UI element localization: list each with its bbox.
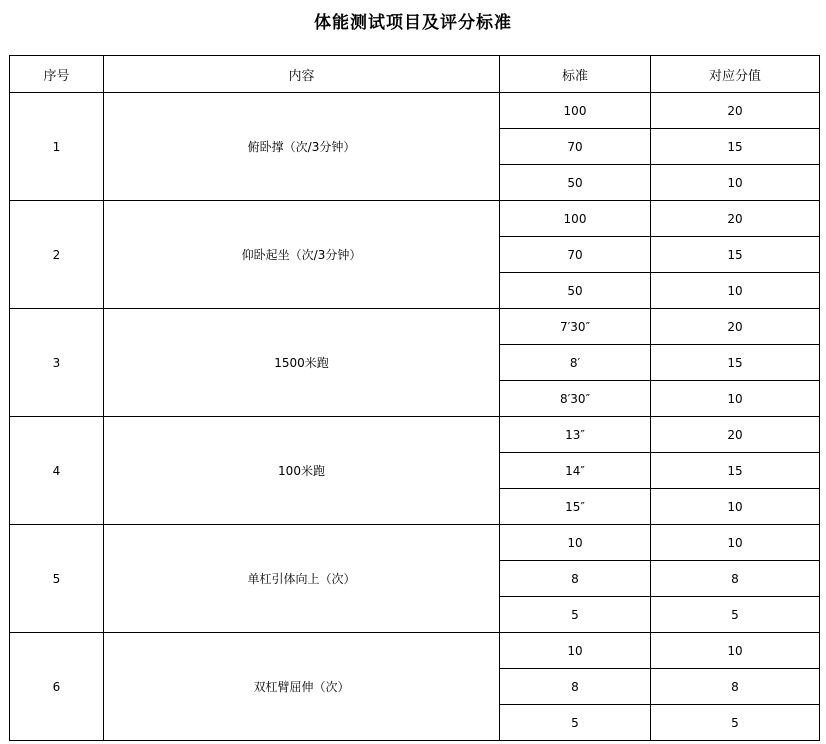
item-content: 单杠引体向上（次） bbox=[104, 525, 500, 633]
item-content: 双杠臂屈伸（次） bbox=[104, 633, 500, 741]
item-seq: 6 bbox=[10, 633, 104, 741]
item-seq: 1 bbox=[10, 93, 104, 201]
score-cell: 20 bbox=[651, 93, 820, 129]
item-content: 100米跑 bbox=[104, 417, 500, 525]
standard-cell: 10 bbox=[500, 525, 651, 561]
table-row bbox=[10, 93, 820, 129]
table-row bbox=[10, 525, 820, 561]
score-cell: 10 bbox=[651, 525, 820, 561]
item-seq: 4 bbox=[10, 417, 104, 525]
standard-cell: 13″ bbox=[500, 417, 651, 453]
score-cell: 8 bbox=[651, 669, 820, 705]
standard-cell: 14″ bbox=[500, 453, 651, 489]
header-content: 内容 bbox=[104, 56, 500, 93]
standard-cell: 8′30″ bbox=[500, 381, 651, 417]
header-standard: 标准 bbox=[500, 56, 651, 93]
standard-cell: 15″ bbox=[500, 489, 651, 525]
standard-cell: 8 bbox=[500, 561, 651, 597]
table-row bbox=[10, 201, 820, 237]
header-score: 对应分值 bbox=[651, 56, 820, 93]
standard-cell: 70 bbox=[500, 237, 651, 273]
score-cell: 15 bbox=[651, 129, 820, 165]
item-content: 仰卧起坐（次/3分钟） bbox=[104, 201, 500, 309]
score-cell: 20 bbox=[651, 309, 820, 345]
item-content: 俯卧撑（次/3分钟） bbox=[104, 93, 500, 201]
standard-cell: 50 bbox=[500, 165, 651, 201]
score-cell: 5 bbox=[651, 705, 820, 741]
score-table bbox=[9, 55, 820, 741]
standard-cell: 5 bbox=[500, 705, 651, 741]
score-cell: 10 bbox=[651, 633, 820, 669]
table-row bbox=[10, 633, 820, 669]
item-seq: 2 bbox=[10, 201, 104, 309]
score-cell: 10 bbox=[651, 489, 820, 525]
standard-cell: 50 bbox=[500, 273, 651, 309]
score-cell: 5 bbox=[651, 597, 820, 633]
standard-cell: 5 bbox=[500, 597, 651, 633]
page-title: 体能测试项目及评分标准 bbox=[314, 13, 512, 33]
header-seq: 序号 bbox=[10, 56, 104, 93]
score-cell: 15 bbox=[651, 345, 820, 381]
score-cell: 15 bbox=[651, 237, 820, 273]
standard-cell: 100 bbox=[500, 201, 651, 237]
standard-cell: 8′ bbox=[500, 345, 651, 381]
score-cell: 20 bbox=[651, 417, 820, 453]
standard-cell: 7′30″ bbox=[500, 309, 651, 345]
table-row bbox=[10, 309, 820, 345]
standard-cell: 10 bbox=[500, 633, 651, 669]
score-cell: 15 bbox=[651, 453, 820, 489]
standard-cell: 70 bbox=[500, 129, 651, 165]
standard-cell: 100 bbox=[500, 93, 651, 129]
score-cell: 8 bbox=[651, 561, 820, 597]
header-row bbox=[10, 56, 820, 93]
item-content: 1500米跑 bbox=[104, 309, 500, 417]
score-cell: 10 bbox=[651, 165, 820, 201]
standard-cell: 8 bbox=[500, 669, 651, 705]
score-cell: 20 bbox=[651, 201, 820, 237]
score-cell: 10 bbox=[651, 381, 820, 417]
score-cell: 10 bbox=[651, 273, 820, 309]
table-row bbox=[10, 417, 820, 453]
item-seq: 5 bbox=[10, 525, 104, 633]
item-seq: 3 bbox=[10, 309, 104, 417]
